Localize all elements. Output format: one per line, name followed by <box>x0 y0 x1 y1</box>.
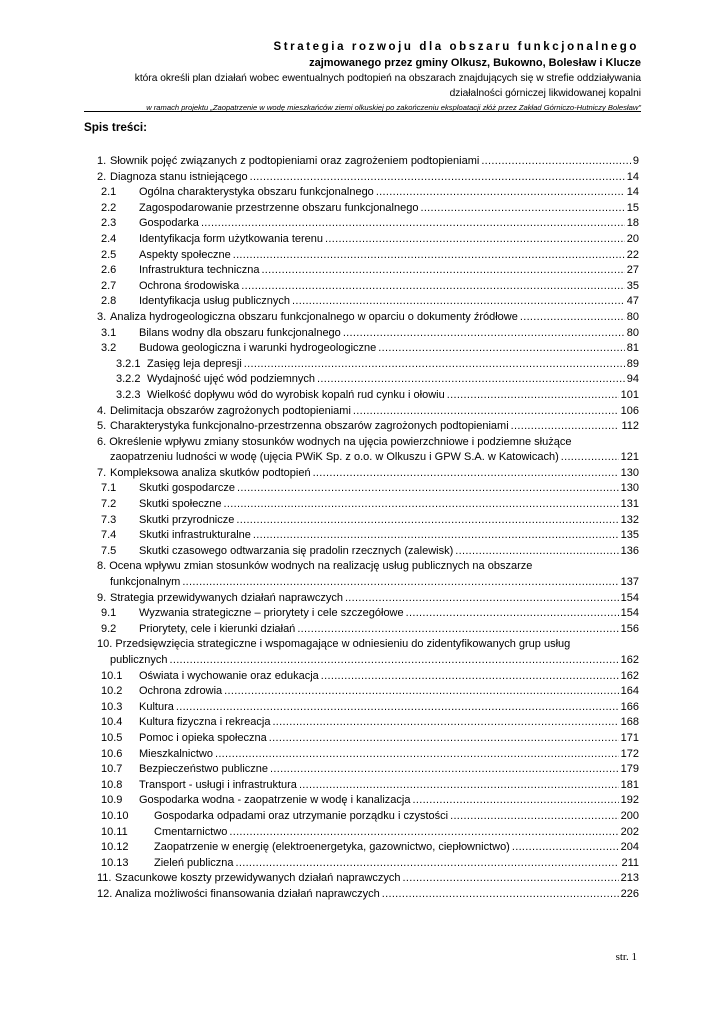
toc-entry-number: 2.5 <box>101 248 117 261</box>
toc-entry-page: 164 <box>620 685 639 698</box>
toc-entry-number: 2.3 <box>101 217 117 230</box>
table-of-contents <box>97 154 639 903</box>
toc-entry[interactable] <box>97 887 639 903</box>
toc-entry-page: 202 <box>620 825 639 838</box>
toc-entry-leader <box>511 419 620 435</box>
toc-entry-page: 131 <box>620 498 639 511</box>
toc-entry-leader <box>244 357 625 373</box>
toc-entry-number: 9.1 <box>101 607 117 620</box>
toc-entry-title: Kultura <box>139 700 174 713</box>
toc-entry-title: Skutki przyrodnicze <box>139 513 235 526</box>
toc-entry-number: 10.3 <box>101 700 123 713</box>
toc-entry-title: Kompleksowa analiza skutków podtopień <box>110 466 311 479</box>
toc-entry[interactable] <box>97 762 639 778</box>
toc-entry-title-continued: publicznych <box>110 654 168 666</box>
toc-entry-number: 7.4 <box>101 529 117 542</box>
toc-entry-leader <box>272 715 618 731</box>
toc-entry-number: 9. <box>97 591 107 604</box>
toc-entry[interactable] <box>97 606 639 622</box>
toc-entry[interactable] <box>97 669 639 685</box>
toc-entry-leader <box>292 294 625 310</box>
toc-entry[interactable] <box>97 513 639 529</box>
toc-entry-page: 137 <box>620 576 639 589</box>
toc-entry-leader <box>215 747 619 763</box>
toc-entry-page: 112 <box>621 420 639 433</box>
toc-entry-title: Analiza możliwości finansowania działań naprawczych <box>115 887 380 900</box>
toc-entry[interactable] <box>97 263 639 279</box>
toc-entry-number: 6. <box>97 435 107 448</box>
toc-entry-leader <box>236 513 618 529</box>
toc-entry-leader <box>253 528 619 544</box>
toc-entry-leader <box>224 497 619 513</box>
toc-entry-page: 35 <box>626 279 639 292</box>
toc-entry-number: 2. <box>97 170 107 183</box>
toc-entry-leader <box>270 762 619 778</box>
toc-entry-leader <box>455 544 618 560</box>
toc-entry-page: 81 <box>626 342 639 355</box>
toc-entry-leader <box>520 310 625 326</box>
toc-entry-title: Zasięg leja depresji <box>147 357 242 370</box>
toc-entry-page: 213 <box>620 872 639 885</box>
toc-entry-number: 4. <box>97 404 107 417</box>
toc-entry[interactable] <box>97 466 639 482</box>
toc-entry-title: Strategia przewidywanych działań naprawczych <box>110 591 343 604</box>
toc-entry-title: Budowa geologiczna i warunki hydrogeologiczne <box>139 342 377 355</box>
toc-entry-title: Ochrona środowiska <box>139 279 240 292</box>
toc-entry[interactable] <box>97 232 639 248</box>
toc-entry-title: Gospodarka <box>139 217 199 230</box>
toc-entry-page: 162 <box>620 669 639 682</box>
toc-entry-title: Wielkość dopływu wód do wyrobisk kopalń rud cynku i ołowiu <box>147 388 445 401</box>
toc-entry-title: Zaopatrzenie w energię (elektroenergetyka, gazownictwo, ciepłownictwo) <box>154 841 510 854</box>
toc-entry-leader <box>182 575 618 591</box>
toc-entry[interactable] <box>97 481 639 497</box>
toc-entry[interactable] <box>97 871 639 887</box>
toc-entry-number: 8. <box>97 560 107 573</box>
toc-entry-page: 14 <box>626 170 639 183</box>
toc-entry-title: Analiza hydrogeologiczna obszaru funkcjonalnego w oparciu o dokumenty źródłowe <box>110 310 518 323</box>
toc-entry[interactable] <box>97 248 639 264</box>
toc-entry-number: 10.11 <box>101 825 128 838</box>
toc-entry-page: 181 <box>620 778 639 791</box>
toc-entry-number: 10.12 <box>101 841 129 854</box>
toc-entry-title: Skutki gospodarcze <box>139 482 235 495</box>
toc-entry[interactable] <box>97 185 639 201</box>
toc-entry-leader <box>450 809 619 825</box>
toc-entry-leader <box>297 622 618 638</box>
toc-entry-number: 10.6 <box>101 747 123 760</box>
toc-entry-number: 7. <box>97 466 107 479</box>
toc-entry[interactable] <box>97 419 639 435</box>
toc-entry-leader <box>169 653 618 669</box>
toc-entry[interactable] <box>97 809 639 825</box>
toc-entry-title: Aspekty społeczne <box>139 248 231 261</box>
toc-entry[interactable] <box>97 404 639 420</box>
toc-entry-number: 3. <box>97 310 107 323</box>
toc-entry-title: Wyzwania strategiczne – priorytety i cele szczegółowe <box>139 607 404 620</box>
toc-entry[interactable] <box>97 154 639 170</box>
toc-entry-number: 9.2 <box>101 622 117 635</box>
toc-entry-leader <box>250 170 625 186</box>
toc-entry[interactable] <box>97 435 639 466</box>
toc-entry-leader <box>413 793 619 809</box>
toc-entry-page: 130 <box>620 482 639 495</box>
toc-entry-leader <box>201 216 625 232</box>
toc-entry-page: 132 <box>620 513 639 526</box>
toc-entry-page: 154 <box>620 591 639 604</box>
page-number: str. 1 <box>615 951 637 963</box>
toc-entry-number: 7.2 <box>101 498 117 511</box>
toc-entry[interactable] <box>97 622 639 638</box>
toc-entry-title: Identyfikacja form użytkowania terenu <box>139 232 324 245</box>
toc-entry-title: Cmentarnictwo <box>154 825 228 838</box>
toc-entry-title: Kultura fizyczna i rekreacja <box>139 716 271 729</box>
toc-entry-page: 20 <box>626 232 639 245</box>
toc-entry-title: Szacunkowe koszty przewidywanych działań naprawczych <box>115 872 401 885</box>
toc-entry[interactable] <box>97 170 639 186</box>
toc-title: Spis treści: <box>84 121 148 134</box>
toc-entry-number: 3.2.1 <box>116 357 141 370</box>
toc-entry[interactable] <box>97 372 639 388</box>
toc-entry[interactable] <box>97 559 639 590</box>
toc-entry[interactable] <box>97 201 639 217</box>
toc-entry-leader <box>382 887 619 903</box>
toc-entry-number: 7.3 <box>101 513 117 526</box>
toc-entry[interactable] <box>97 825 639 841</box>
toc-entry-number: 10.4 <box>101 716 123 729</box>
toc-entry-page: 171 <box>620 731 639 744</box>
toc-entry-title: Ogólna charakterystyka obszaru funkcjonalnego <box>139 186 374 199</box>
toc-entry-title: Ochrona zdrowia <box>139 685 223 698</box>
toc-entry-number: 10.8 <box>101 778 123 791</box>
toc-entry[interactable] <box>97 326 639 342</box>
toc-entry-number: 10.5 <box>101 731 123 744</box>
toc-entry[interactable] <box>97 357 639 373</box>
toc-entry-title-continued: funkcjonalnym <box>110 576 181 589</box>
toc-entry-page: 106 <box>620 404 639 417</box>
toc-entry-page: 192 <box>620 794 639 807</box>
toc-entry-title: Mieszkalnictwo <box>139 747 213 760</box>
toc-entry[interactable] <box>97 388 639 404</box>
toc-entry-title: Pomoc i opieka społeczna <box>139 731 267 744</box>
toc-entry-title: Bezpieczeństwo publiczne <box>139 763 269 776</box>
toc-entry[interactable] <box>97 840 639 856</box>
header-subtitle: zajmowanego przez gminy Olkusz, Bukowno, Bolesław i Klucze <box>309 57 641 69</box>
header-description-line2: działalności górniczej likwidowanej kopalni <box>449 88 641 99</box>
toc-entry[interactable] <box>97 684 639 700</box>
toc-entry-title: Priorytety, cele i kierunki działań <box>139 622 296 635</box>
toc-entry-page: 22 <box>626 248 639 261</box>
toc-entry-page: 226 <box>620 887 639 900</box>
toc-entry-page: 89 <box>626 357 639 370</box>
header-project: w ramach projektu „Zaopatrzenie w wodę mieszkańców ziemi olkuskiej po zakończeniu eksploatacji złóż przez Zakład Górniczo-Hutniczy Bolesław" <box>146 103 641 112</box>
toc-entry-number: 10.2 <box>101 685 123 698</box>
toc-entry-leader <box>236 856 620 872</box>
toc-entry-leader <box>447 388 619 404</box>
toc-entry-number: 5. <box>97 420 107 433</box>
toc-entry[interactable] <box>97 310 639 326</box>
toc-entry-title: Skutki społeczne <box>139 498 222 511</box>
toc-entry-number: 10.10 <box>101 809 129 822</box>
toc-entry-leader <box>313 466 619 482</box>
toc-entry-title: Skutki infrastrukturalne <box>139 529 251 542</box>
toc-entry-title: Transport - usługi i infrastruktura <box>139 778 297 791</box>
toc-entry-leader <box>406 606 619 622</box>
toc-entry-leader <box>233 248 625 264</box>
toc-entry-leader <box>343 326 625 342</box>
toc-entry-number: 11. <box>97 872 112 885</box>
toc-entry-page: 211 <box>621 856 639 869</box>
toc-entry-title: Ocena wpływu zmian stosunków wodnych na realizację usług publicznych na obszarze <box>109 560 533 573</box>
toc-entry-leader <box>403 871 619 887</box>
toc-entry-page: 168 <box>620 716 639 729</box>
toc-entry-number: 12. <box>97 887 113 900</box>
toc-entry[interactable] <box>97 544 639 560</box>
toc-entry[interactable] <box>97 778 639 794</box>
toc-entry-leader <box>561 450 619 466</box>
toc-entry[interactable] <box>97 294 639 310</box>
toc-entry-leader <box>299 778 619 794</box>
toc-entry-title: Przedsięwzięcia strategiczne i wspomagające w odniesieniu do zidentyfikowanych grup usług <box>115 638 571 651</box>
toc-entry-leader <box>321 669 619 685</box>
toc-entry-title: Skutki czasowego odtwarzania się pradolin rzecznych (zalewisk) <box>139 544 454 557</box>
toc-entry-leader <box>241 279 624 295</box>
toc-entry-page: 204 <box>620 841 639 854</box>
header-title: Strategia rozwoju dla obszaru funkcjonalnego <box>273 41 639 53</box>
toc-entry-page: 166 <box>620 700 639 713</box>
toc-entry-page: 80 <box>626 326 639 339</box>
toc-entry-title: Delimitacja obszarów zagrożonych podtopieniami <box>110 404 351 417</box>
toc-entry-number: 10.9 <box>101 794 123 807</box>
toc-entry[interactable] <box>97 279 639 295</box>
toc-entry-leader <box>376 185 625 201</box>
toc-entry[interactable] <box>97 715 639 731</box>
toc-entry-leader <box>317 372 625 388</box>
toc-entry-number: 3.1 <box>101 326 117 339</box>
toc-entry-number: 10.1 <box>101 669 123 682</box>
toc-entry-page: 101 <box>620 388 639 401</box>
toc-entry-page: 156 <box>620 622 639 635</box>
toc-entry-page: 27 <box>626 264 639 277</box>
toc-entry-title: Określenie wpływu zmiany stosunków wodnych na ujęcia powierzchniowe i podziemne służące <box>109 435 572 448</box>
toc-entry-title: Oświata i wychowanie oraz edukacja <box>139 669 319 682</box>
toc-entry-page: 135 <box>620 529 639 542</box>
toc-entry-page: 154 <box>620 607 639 620</box>
toc-entry-page: 94 <box>626 373 639 386</box>
toc-entry-number: 10. <box>97 638 113 651</box>
toc-entry-page: 130 <box>620 466 639 479</box>
toc-entry-title: Słownik pojęć związanych z podtopieniami oraz zagrożeniem podtopieniami <box>110 155 480 167</box>
toc-entry-page: 162 <box>620 654 639 666</box>
toc-entry[interactable] <box>97 700 639 716</box>
toc-entry[interactable] <box>97 747 639 763</box>
toc-entry-number: 2.8 <box>101 295 117 308</box>
toc-entry-number: 3.2.3 <box>116 388 141 401</box>
toc-entry-title: Diagnoza stanu istniejącego <box>110 170 248 183</box>
toc-entry-leader <box>345 591 619 607</box>
toc-entry-title: Zagospodarowanie przestrzenne obszaru funkcjonalnego <box>139 201 419 214</box>
toc-entry-leader <box>512 840 619 856</box>
toc-entry-number: 3.2.2 <box>116 373 141 386</box>
toc-entry-number: 2.2 <box>101 201 117 214</box>
toc-entry[interactable] <box>97 731 639 747</box>
toc-entry-title: Gospodarka wodna - zaopatrzenie w wodę i kanalizacja <box>139 794 411 807</box>
toc-entry-leader <box>353 404 619 420</box>
toc-entry-leader <box>420 201 624 217</box>
toc-entry-number: 2.1 <box>101 186 117 199</box>
toc-entry-page: 172 <box>620 747 639 760</box>
toc-entry-leader <box>481 154 631 170</box>
toc-entry[interactable] <box>97 793 639 809</box>
toc-entry-leader <box>378 341 624 357</box>
toc-entry-title: Bilans wodny dla obszaru funkcjonalnego <box>139 326 341 339</box>
toc-entry-leader <box>176 700 619 716</box>
toc-entry-title: Gospodarka odpadami oraz utrzymanie porządku i czystości <box>154 809 449 822</box>
toc-entry-leader <box>229 825 618 841</box>
toc-entry-page: 47 <box>626 295 639 308</box>
toc-entry-leader <box>261 263 624 279</box>
toc-entry-number: 10.7 <box>101 763 123 776</box>
toc-entry-page: 136 <box>620 544 639 557</box>
toc-entry-leader <box>325 232 625 248</box>
toc-entry-page: 80 <box>626 310 639 323</box>
toc-entry[interactable] <box>97 637 639 668</box>
toc-entry-number: 10.13 <box>101 856 129 869</box>
toc-entry-page: 9 <box>632 155 639 167</box>
toc-entry-number: 3.2 <box>101 342 117 355</box>
toc-entry-title-continued: zaopatrzeniu ludności w wodę (ujęcia PWiK Sp. z o.o. w Olkuszu i GPW S.A. w Katowicach) <box>110 451 559 464</box>
toc-entry-page: 15 <box>626 201 639 214</box>
toc-entry-number: 2.4 <box>101 232 117 245</box>
header-description-line1: która określi plan działań wobec ewentualnych podtopień na obszarach znajdujących się w strefie oddziaływania <box>134 73 641 84</box>
toc-entry[interactable] <box>97 856 639 872</box>
toc-entry-number: 1. <box>97 155 107 167</box>
toc-entry-number: 2.7 <box>101 279 117 292</box>
toc-entry-title: Identyfikacja usług publicznych <box>139 295 291 308</box>
toc-entry-page: 121 <box>620 451 639 464</box>
toc-entry-title: Charakterystyka funkcjonalno-przestrzenna obszarów zagrożonych podtopieniami <box>110 420 509 433</box>
toc-entry[interactable] <box>97 591 639 607</box>
toc-entry-page: 18 <box>626 217 639 230</box>
toc-entry[interactable] <box>97 216 639 232</box>
toc-entry-number: 7.5 <box>101 544 117 557</box>
header-divider <box>84 111 641 112</box>
toc-entry-page: 200 <box>620 809 639 822</box>
toc-entry-title: Wydajność ujęć wód podziemnych <box>147 373 316 386</box>
toc-entry[interactable] <box>97 528 639 544</box>
toc-entry-number: 7.1 <box>101 482 117 495</box>
toc-entry-number: 2.6 <box>101 264 117 277</box>
toc-entry-page: 179 <box>620 763 639 776</box>
toc-entry-title: Infrastruktura techniczna <box>139 264 260 277</box>
toc-entry[interactable] <box>97 341 639 357</box>
toc-entry-leader <box>224 684 618 700</box>
toc-entry-page: 14 <box>626 186 639 199</box>
toc-entry[interactable] <box>97 497 639 513</box>
toc-entry-title: Zieleń publiczna <box>154 856 234 869</box>
document-header <box>60 40 641 113</box>
toc-entry-leader <box>269 731 619 747</box>
toc-entry-leader <box>237 481 619 497</box>
